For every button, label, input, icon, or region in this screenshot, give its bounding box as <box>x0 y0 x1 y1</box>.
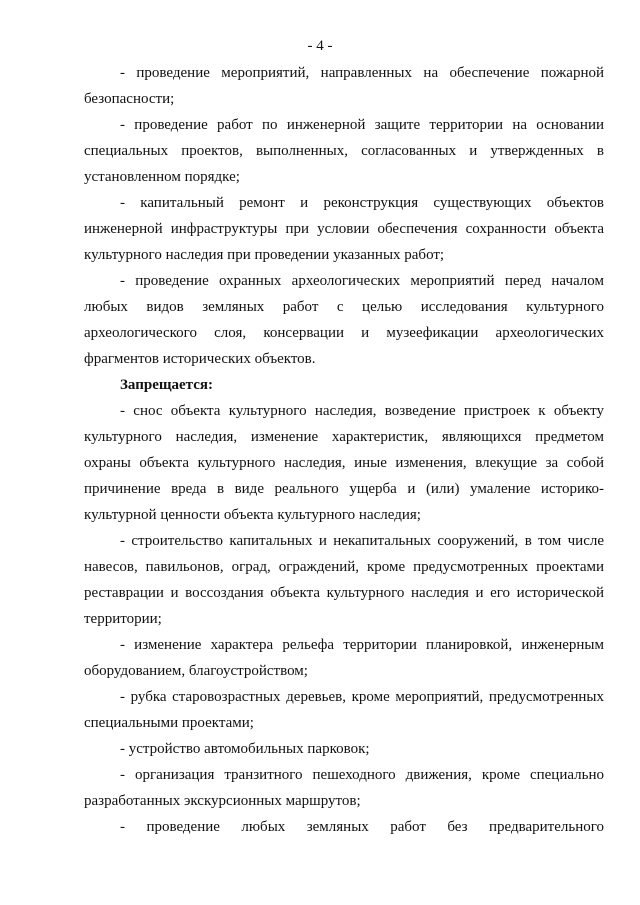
paragraph-earthworks: - проведение любых земляных работ без предварительного <box>120 819 604 835</box>
paragraph-construction: - строительство капитальных и некапитальных сооружений, в том числе навесов, павильонов, оград, ограждений, кроме предусмотренных проектами реставрации и воссоздания объекта культурного наследия и его исторической территории; <box>84 533 604 627</box>
paragraph-transit-walking: - организация транзитного пешеходного движения, кроме специально разработанных экскурсионных маршрутов; <box>84 767 604 809</box>
paragraph-tree-felling: - рубка старовозрастных деревьев, кроме мероприятий, предусмотренных специальными проектами; <box>84 689 604 731</box>
paragraph-engineering-protection: - проведение работ по инженерной защите территории на основании специальных проектов, выполненных, согласованных и утвержденных в установленном порядке; <box>84 117 604 185</box>
paragraph-fire-safety: - проведение мероприятий, направленных на обеспечение пожарной безопасности; <box>84 65 604 107</box>
page-number: - 4 - <box>307 38 333 54</box>
paragraph-infrastructure-repair: - капитальный ремонт и реконструкция существующих объектов инженерной инфраструктуры при условии обеспечения сохранности объекта культурного наследия при проведении указанных работ; <box>84 195 604 263</box>
document-body <box>84 60 604 840</box>
paragraph-demolition: - снос объекта культурного наследия, возведение пристроек к объекту культурного наследия, изменение характеристик, являющихся предметом охраны объекта культурного наследия, иные изменения, влекущие за собой причинение вреда в виде реального ущерба и (или) умаление историко-культурной ценности объекта культурного наследия; <box>84 403 604 523</box>
paragraph-parking: - устройство автомобильных парковок; <box>120 741 370 757</box>
paragraph-archaeology: - проведение охранных археологических мероприятий перед началом любых видов земляных работ с целью исследования культурного археологического слоя, консервации и музеефикации археологических фрагментов исторических объектов. <box>84 273 604 367</box>
paragraph-relief-change: - изменение характера рельефа территории планировкой, инженерным оборудованием, благоустройством; <box>84 637 604 679</box>
section-heading-prohibited: Запрещается: <box>120 377 214 393</box>
